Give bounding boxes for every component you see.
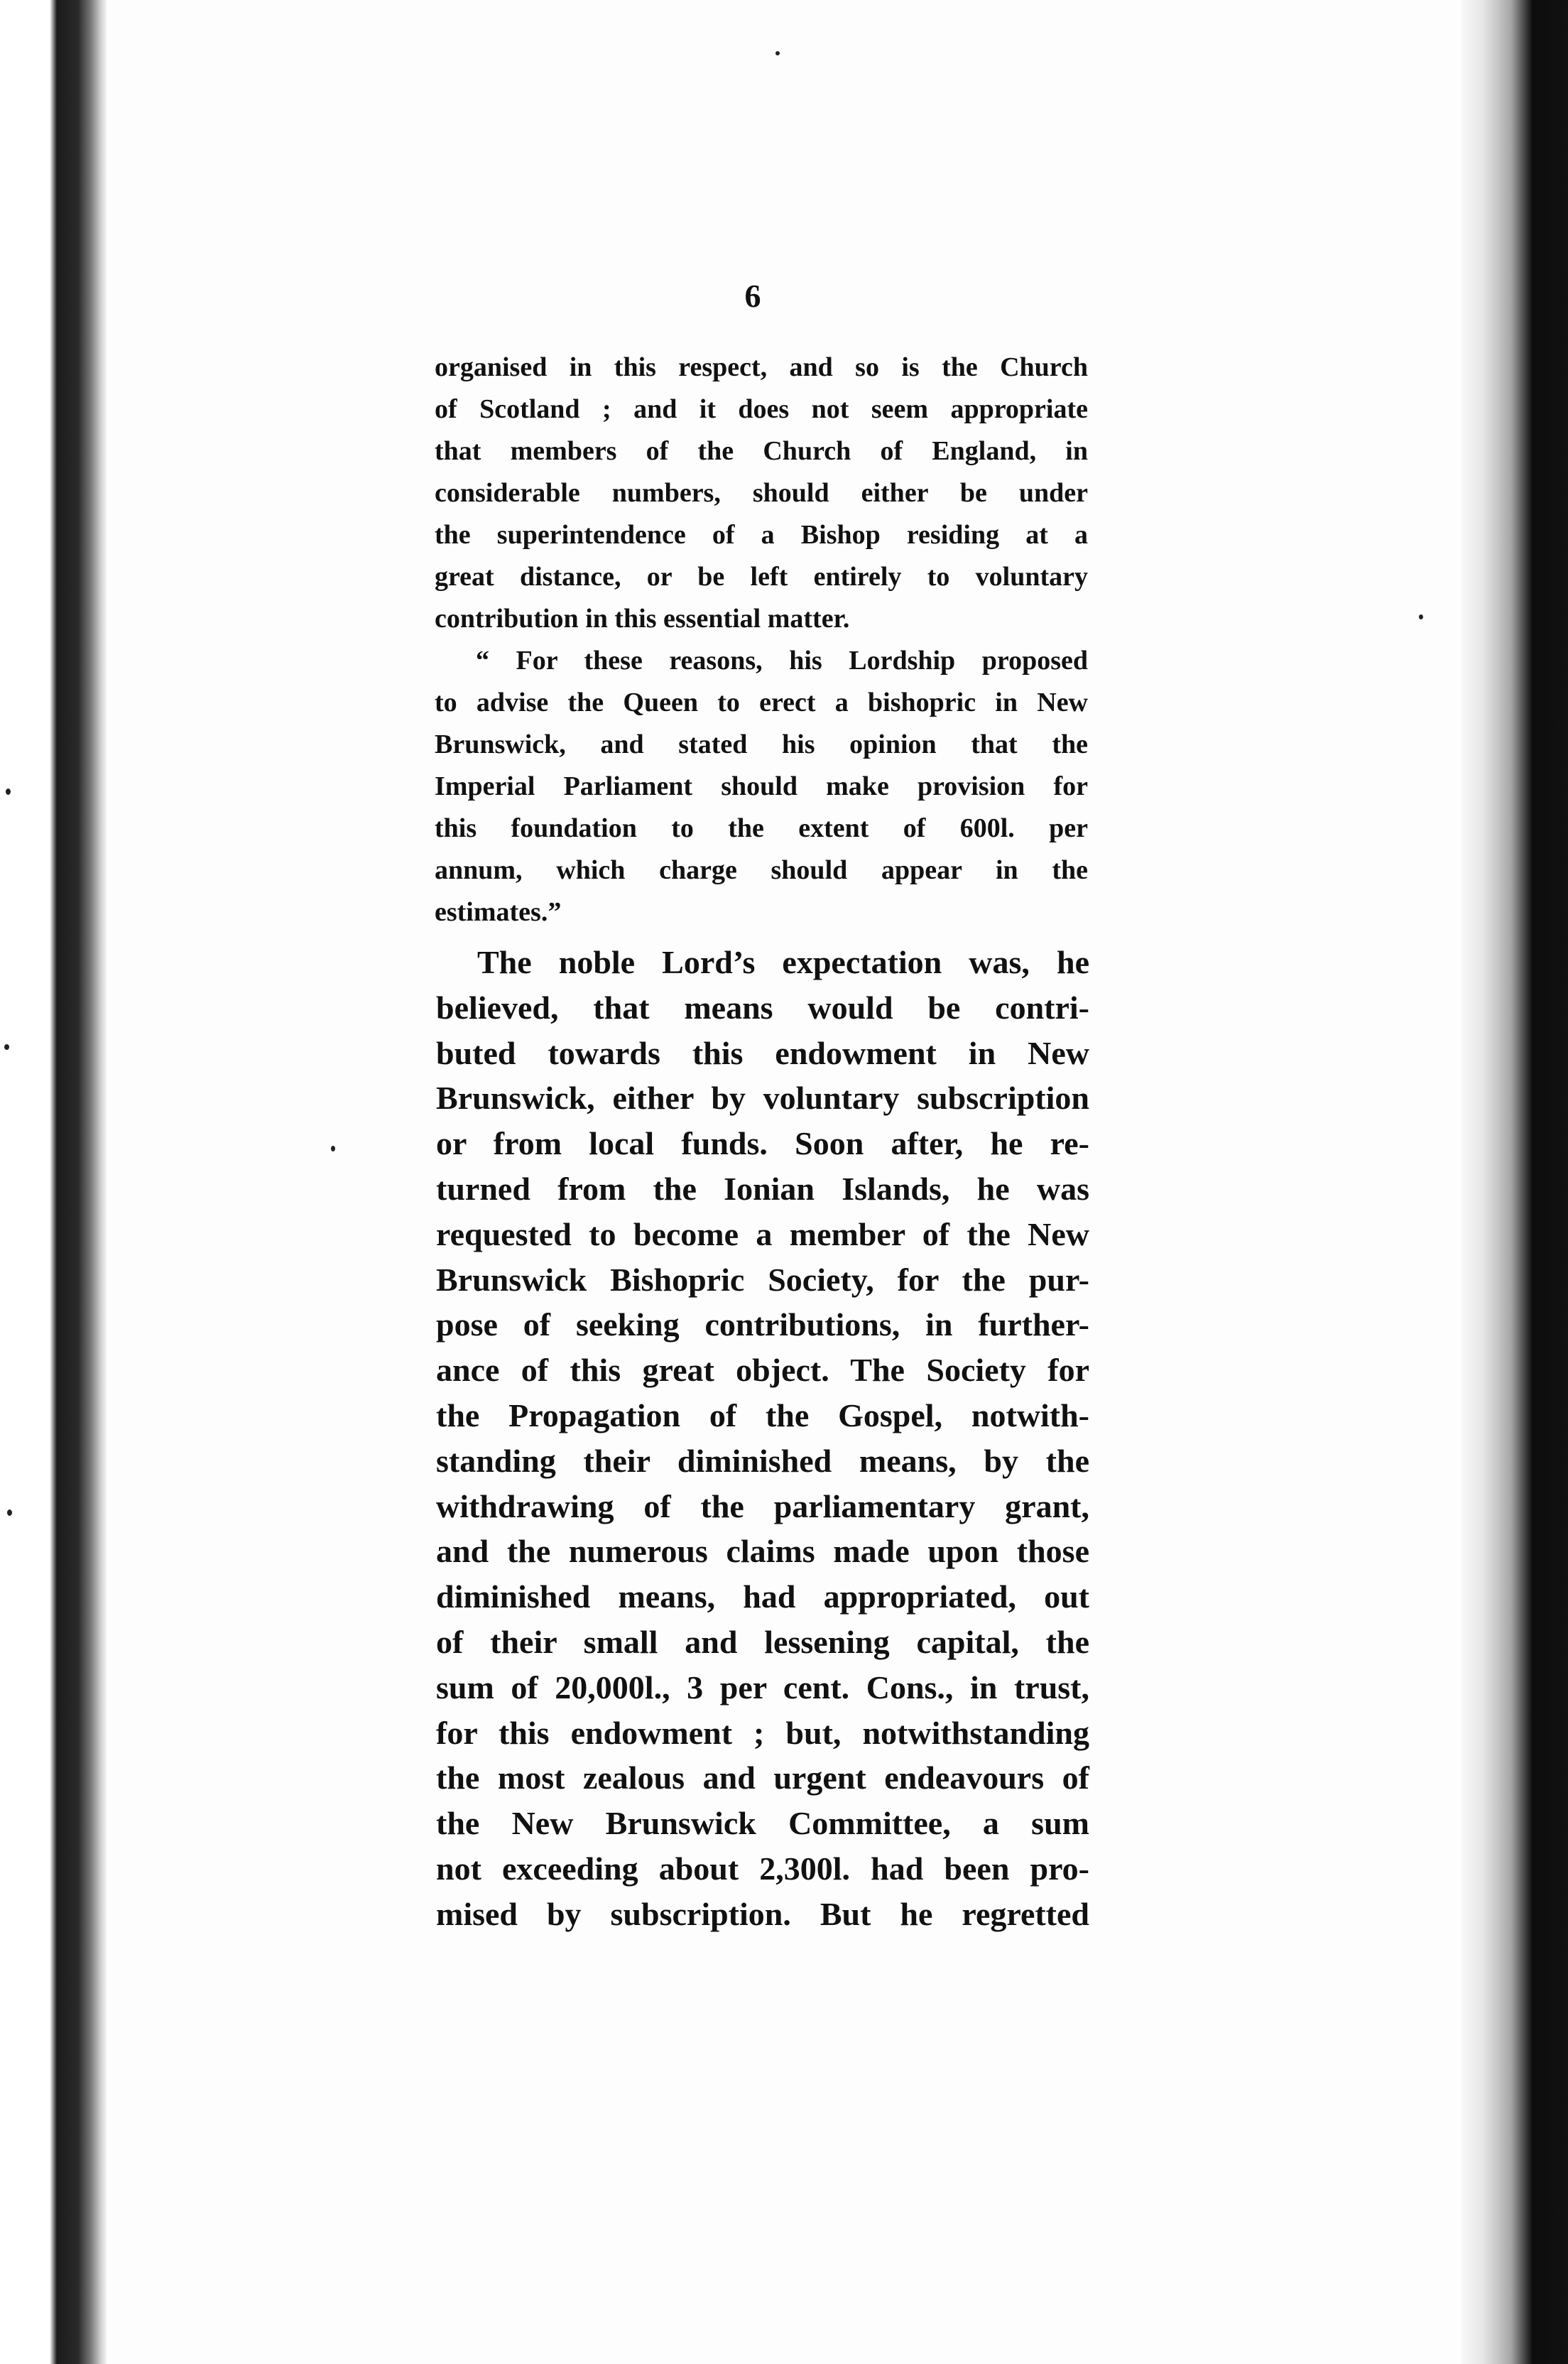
text-line: diminished means, had appropriated, out [436, 1578, 1089, 1615]
text-line: turned from the Ionian Islands, he was [436, 1170, 1089, 1207]
text-line: the most zealous and urgent endeavours of [436, 1760, 1089, 1796]
text-line: for this endowment ; but, notwithstanding [436, 1714, 1089, 1751]
left-binding-edge [0, 0, 107, 2364]
scan-speck [775, 51, 780, 55]
text-line: withdrawing of the parliamentary grant, [436, 1487, 1089, 1524]
text-line: or from local funds. Soon after, he re- [436, 1125, 1089, 1162]
text-line: believed, that means would be contri- [436, 989, 1089, 1026]
text-line: of Scotland ; and it does not seem appropriate [435, 394, 1088, 424]
text-line: Imperial Parliament should make provision for [435, 771, 1088, 801]
text-line: great distance, or be left entirely to voluntary [435, 562, 1088, 592]
text-line: buted towards this endowment in New [436, 1034, 1089, 1071]
text-line: and the numerous claims made upon those [436, 1533, 1089, 1570]
text-line: Brunswick, and stated his opinion that the [435, 730, 1088, 759]
text-line: the superintendence of a Bishop residing at a [435, 520, 1088, 550]
text-line: considerable numbers, should either be under [435, 478, 1088, 508]
text-line: this foundation to the extent of 600l. per [435, 813, 1088, 843]
text-line: ance of this great object. The Society for [436, 1352, 1089, 1389]
text-line: the New Brunswick Committee, a sum [436, 1805, 1089, 1842]
text-line: The noble Lord’s expectation was, he [477, 944, 1089, 980]
text-line: standing their diminished means, by the [436, 1442, 1089, 1479]
text-line: of their small and lessening capital, the [436, 1623, 1089, 1660]
scan-speck [6, 788, 11, 795]
body-paragraph [436, 940, 1089, 1937]
text-line: pose of seeking contributions, in further- [436, 1306, 1089, 1343]
text-line: annum, which charge should appear in the [435, 855, 1088, 885]
text-line: sum of 20,000l., 3 per cent. Cons., in trust, [436, 1669, 1089, 1706]
text-line: to advise the Queen to erect a bishopric in New [435, 688, 1088, 717]
scan-speck [331, 1146, 335, 1151]
quoted-paragraph [435, 347, 1088, 933]
text-line: mised by subscription. But he regretted [436, 1895, 1089, 1932]
text-line: Brunswick Bishopric Society, for the pur- [436, 1261, 1089, 1298]
page-number: 6 [744, 278, 761, 314]
text-line: not exceeding about 2,300l. had been pro- [436, 1850, 1089, 1887]
text-line: that members of the Church of England, in [435, 436, 1088, 466]
text-line: the Propagation of the Gospel, notwith- [436, 1397, 1089, 1433]
text-line: organised in this respect, and so is the Church [435, 352, 1088, 382]
text-line: requested to become a member of the New [436, 1215, 1089, 1252]
scan-speck [7, 1509, 12, 1516]
right-page-edge [1461, 0, 1568, 2364]
text-line: contribution in this essential matter. [435, 604, 850, 634]
text-line: “ For these reasons, his Lordship proposed [476, 646, 1088, 676]
scan-speck [1419, 614, 1423, 619]
text-line: estimates.” [435, 897, 562, 927]
text-line: Brunswick, either by voluntary subscription [436, 1080, 1089, 1117]
scan-speck [4, 1044, 9, 1050]
